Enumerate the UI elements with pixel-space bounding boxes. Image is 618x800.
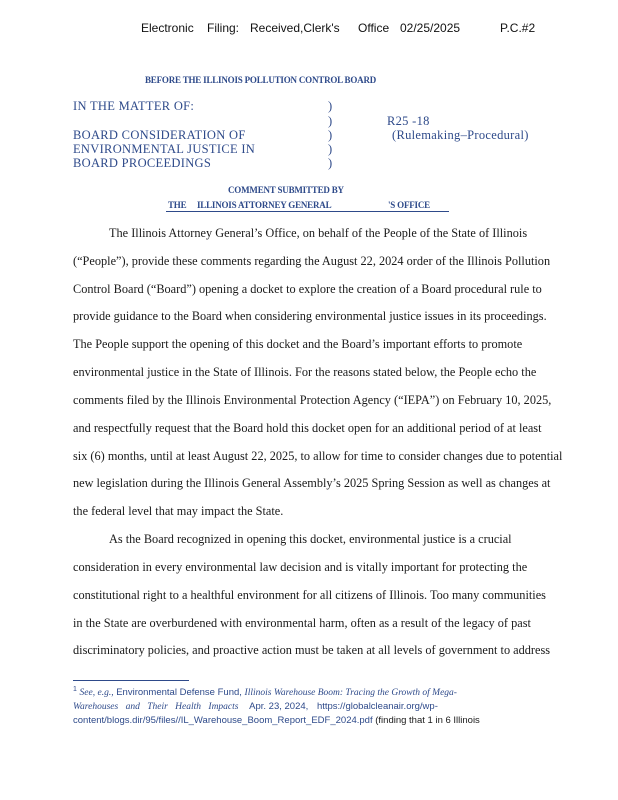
body-line: and respectfully request that the Board hold this docket open for an additional period of at least: [73, 421, 542, 435]
footnote-url-2[interactable]: content/blogs.dir/95/files//IL_Warehouse_Boom_Report_EDF_2024.pdf: [73, 715, 373, 726]
footnote-number: 1: [73, 686, 77, 693]
body-line: comments filed by the Illinois Environmental Protection Agency (“IEPA”) on February 10, 2025,: [73, 393, 552, 407]
caption-paren: ): [328, 156, 333, 170]
matter-line: BOARD CONSIDERATION OF: [73, 128, 246, 142]
body-line: Control Board (“Board”) opening a docket to explore the creation of a Board procedural rule to: [73, 282, 542, 296]
footnote-title-2: Warehouses and Their Health Impacts: [73, 702, 239, 712]
caption-paren: ): [328, 114, 333, 128]
body-line: constitutional right to a healthful environment for all citizens of Illinois. Too many communities: [73, 588, 546, 602]
footnote-url-1[interactable]: https://globalcleanair.org/wp-: [316, 701, 438, 712]
caption-paren: ): [328, 142, 333, 156]
body-line: The Illinois Attorney General’s Office, on behalf of the People of the State of Illinois: [109, 226, 528, 240]
header-electronic: Electronic: [141, 21, 194, 35]
in-the-matter-of: IN THE MATTER OF:: [73, 99, 195, 113]
body-line: provide guidance to the Board when considering environmental justice issues in its proceedings.: [73, 309, 547, 323]
caption-paren: ): [328, 128, 333, 142]
footnote-author: Environmental Defense Fund,: [116, 687, 242, 699]
comment-office-suffix: 'S OFFICE: [388, 200, 430, 210]
board-title: BEFORE THE ILLINOIS POLLUTION CONTROL BOARD: [145, 75, 377, 85]
header-office: Office: [358, 21, 390, 35]
docket-number: R25 -18: [387, 114, 430, 128]
footnote-separator: [73, 680, 189, 681]
footnote-finding: (finding that 1 in 6 Illinois: [375, 715, 480, 726]
footnote-see: See, e.g.,: [79, 688, 114, 699]
matter-line: ENVIRONMENTAL JUSTICE IN: [73, 142, 256, 156]
body-line: discriminatory policies, and proactive action must be taken at all levels of government to address: [73, 643, 551, 657]
comment-submitted-by: COMMENT SUBMITTED BY: [228, 185, 344, 195]
footnote-line-1: [73, 686, 457, 698]
body-line: consideration in every environmental law decision and is vitally important for protecting the: [73, 560, 528, 574]
comment-the: THE: [168, 200, 187, 210]
body-line: environmental justice in the State of Illinois. For the reasons stated below, the People echo the: [73, 365, 537, 379]
body-line: six (6) months, until at least August 22, 2025, to allow for time to consider changes due to potential: [73, 449, 563, 463]
docket-type: (Rulemaking–Procedural): [392, 128, 529, 142]
comment-office-name: ILLINOIS ATTORNEY GENERAL: [197, 200, 332, 210]
body-line: The People support the opening of this docket and the Board’s important efforts to promote: [73, 337, 523, 351]
header-pc-number: P.C.#2: [500, 21, 536, 35]
header-filing: Filing:: [207, 21, 240, 35]
body-line: the federal level that may impact the State.: [73, 504, 284, 518]
footnote-line-3: [73, 715, 480, 726]
body-line: in the State are overburdened with environmental harm, often as a result of the legacy of past: [73, 616, 531, 630]
matter-line: BOARD PROCEEDINGS: [73, 156, 212, 170]
header-received: Received,Clerk's: [250, 21, 340, 35]
caption-paren: ): [328, 99, 333, 113]
footnote-title-1: Illinois Warehouse Boom: Tracing the Growth of Mega-: [244, 688, 457, 699]
body-line: new legislation during the Illinois General Assembly’s 2025 Spring Session as well as changes at: [73, 476, 551, 490]
body-line: As the Board recognized in opening this docket, environmental justice is a crucial: [109, 532, 512, 546]
footnote-line-2: [73, 701, 438, 712]
footnote-date: Apr. 23, 2024,: [249, 701, 309, 712]
body-line: (“People”), provide these comments regarding the August 22, 2024 order of the Illinois Pollution: [73, 254, 551, 268]
header-date: 02/25/2025: [400, 21, 461, 35]
